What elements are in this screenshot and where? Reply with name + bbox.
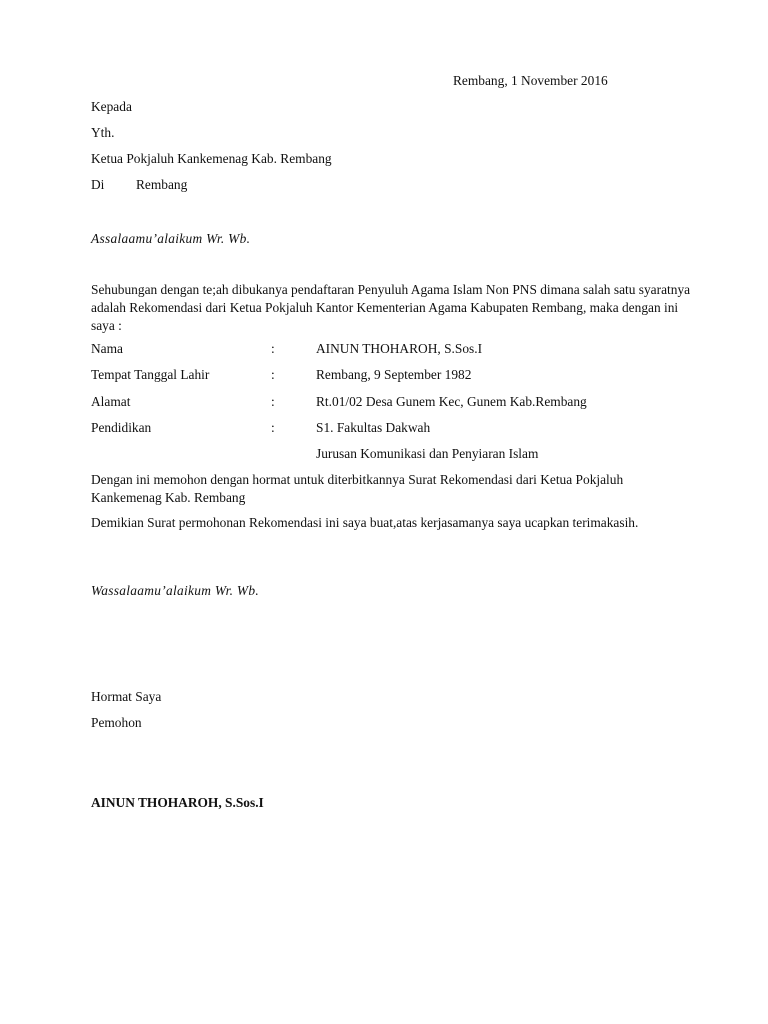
recipient-di-place: Rembang (136, 177, 188, 192)
recipient-honorific: Yth. (91, 125, 115, 140)
field-value-ttl: Rembang, 9 September 1982 (316, 367, 472, 382)
closing-paragraph: Demikian Surat permohonan Rekomendasi ini saya buat,atas kerjasamanya saya ucapkan terimakasih. (91, 515, 639, 530)
field-colon-nama: : (271, 341, 275, 356)
sign-off: Hormat Saya (91, 689, 162, 704)
signatory-name: AINUN THOHAROH, S.Sos.I (91, 795, 264, 810)
request-paragraph: Dengan ini memohon dengan hormat untuk diterbitkannya Surat Rekomendasi dari Ketua Pokjaluh Kankemenag Kab. Rembang (91, 472, 624, 505)
field-value-nama: AINUN THOHAROH, S.Sos.I (316, 341, 483, 356)
intro-paragraph: Sehubungan dengan te;ah dibukanya pendaftaran Penyuluh Agama Islam Non PNS dimana salah satu syaratnya adalah Rekomendasi dari Ketua Pokjaluh Kantor Kementerian Agama Kabupaten Rembang, maka dengan ini saya : (91, 282, 691, 333)
field-colon-pendidikan: : (271, 420, 275, 435)
recipient-to: Kepada (91, 99, 132, 114)
place-date: Rembang, 1 November 2016 (453, 73, 608, 88)
field-colon-ttl: : (271, 367, 275, 382)
recipient-name: Ketua Pokjaluh Kankemenag Kab. Rembang (91, 151, 332, 166)
field-label-alamat: Alamat (91, 394, 131, 409)
field-label-nama: Nama (91, 341, 123, 356)
field-label-pendidikan: Pendidikan (91, 420, 152, 435)
field-colon-alamat: : (271, 394, 275, 409)
signatory-role: Pemohon (91, 715, 142, 730)
field-value-alamat: Rt.01/02 Desa Gunem Kec, Gunem Kab.Rembang (316, 394, 587, 409)
field-value-pendidikan: S1. Fakultas Dakwah (316, 420, 431, 435)
closing-greeting: Wassalaamu’alaikum Wr. Wb. (91, 583, 259, 598)
recipient-di-label: Di (91, 177, 105, 192)
opening-greeting: Assalaamu’alaikum Wr. Wb. (91, 231, 251, 246)
field-label-ttl: Tempat Tanggal Lahir (91, 367, 210, 382)
field-value-jurusan: Jurusan Komunikasi dan Penyiaran Islam (316, 446, 539, 461)
